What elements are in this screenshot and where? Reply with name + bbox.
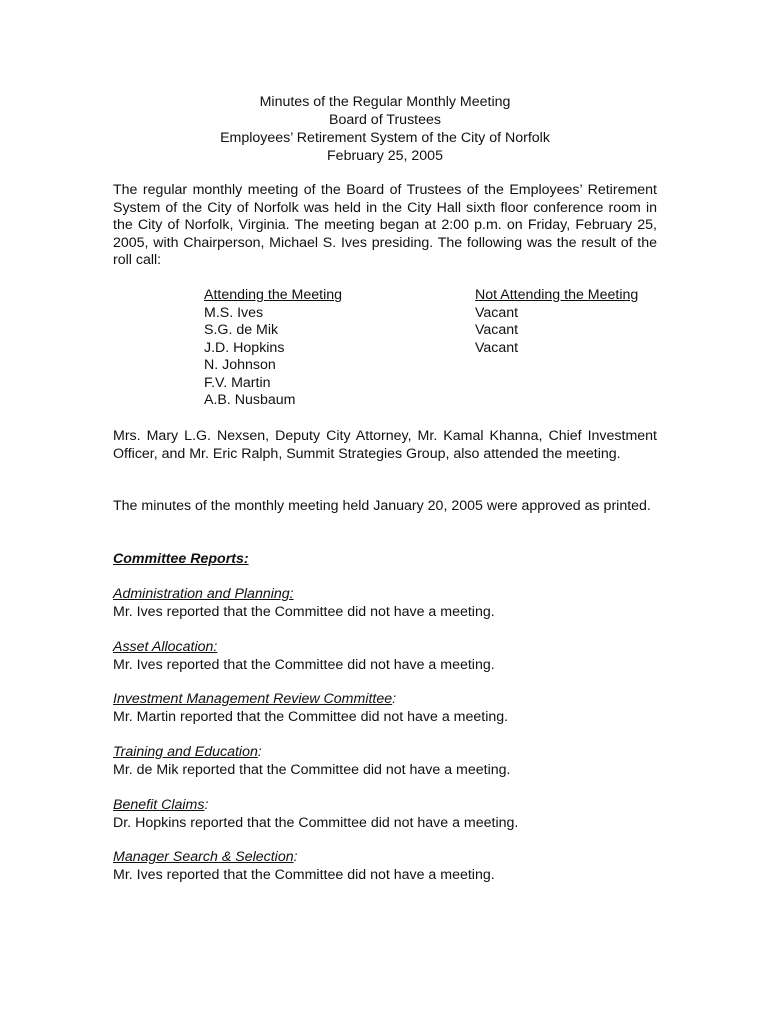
- attending-heading: Attending the Meeting: [204, 287, 343, 303]
- committee-report: Training and Education: Mr. de Mik reported that the Committee did not have a meeting.: [113, 744, 511, 778]
- meeting-title: Minutes of the Regular Monthly Meeting: [259, 94, 511, 110]
- committee-report: Investment Management Review Committee: Mr. Martin reported that the Committee did not have a meeting.: [113, 691, 509, 725]
- meeting-date: February 25, 2005: [327, 148, 443, 164]
- committee-report: [113, 586, 495, 621]
- attendee-name: M.S. Ives: [204, 304, 264, 321]
- committee-report-text: Mr. de Mik reported that the Committee did not have a meeting.: [113, 761, 511, 778]
- committee-report: Manager Search & Selection: Mr. Ives reported that the Committee did not have a meeting.: [113, 849, 495, 883]
- minutes-paragraph: The minutes of the monthly meeting held January 20, 2005 were approved as printed.: [113, 498, 651, 514]
- attendee-name: N. Johnson: [204, 357, 276, 373]
- committee-report-text: Dr. Hopkins reported that the Committee did not have a meeting.: [113, 814, 519, 831]
- committee-title: Training and Education: [113, 744, 258, 760]
- document-header: [0, 94, 770, 166]
- attendee-name: S.G. de Mik: [204, 322, 279, 338]
- committee-title: Benefit Claims: [113, 797, 205, 813]
- board-name: Board of Trustees: [329, 112, 441, 128]
- attending-column: [204, 287, 342, 410]
- committee-report-text: Mr. Martin reported that the Committee did not have a meeting.: [113, 708, 509, 725]
- committee-title: Manager Search & Selection: [113, 849, 294, 865]
- intro-paragraph: The regular monthly meeting of the Board of Trustees of the Employees’ Retirement System of the City of Norfolk was held in the City Hall sixth floor conference room in the City of Norfolk, Virginia. The meeting began at 2:00 p.m. on Friday, February 25, 2005, with Chairperson, Michael S. Ives presiding. The following was the result of the roll call:: [113, 182, 657, 268]
- vacancy: Vacant: [475, 322, 519, 338]
- committee-title: Investment Management Review Committee: [113, 691, 393, 707]
- committee-report-text: Mr. Ives reported that the Committee did not have a meeting.: [113, 656, 495, 673]
- vacancy: Vacant: [475, 339, 519, 356]
- committee-report: Benefit Claims: Dr. Hopkins reported that the Committee did not have a meeting.: [113, 797, 519, 831]
- attendee-name: J.D. Hopkins: [204, 339, 285, 356]
- not-attending-column: [475, 287, 638, 357]
- organization-name: Employees’ Retirement System of the City of Norfolk: [220, 130, 550, 146]
- not-attending-heading: Not Attending the Meeting: [475, 287, 639, 303]
- attendee-name: A.B. Nusbaum: [204, 392, 296, 408]
- committee-reports-heading: [113, 551, 657, 569]
- attendee-name: F.V. Martin: [204, 374, 271, 391]
- committee-reports-heading-text: Committee Reports:: [113, 551, 249, 567]
- committee-report-text: Mr. Ives reported that the Committee did not have a meeting.: [113, 866, 495, 883]
- vacancy: Vacant: [475, 304, 519, 321]
- committee-title: Administration and Planning:: [113, 586, 294, 602]
- committee-report: [113, 639, 495, 674]
- committee-title: Asset Allocation:: [113, 639, 218, 655]
- committee-report-text: Mr. Ives reported that the Committee did not have a meeting.: [113, 603, 495, 620]
- attendees-paragraph: Mrs. Mary L.G. Nexsen, Deputy City Attorney, Mr. Kamal Khanna, Chief Investment Officer, and Mr. Eric Ralph, Summit Strategies Group, also attended the meeting.: [113, 428, 657, 462]
